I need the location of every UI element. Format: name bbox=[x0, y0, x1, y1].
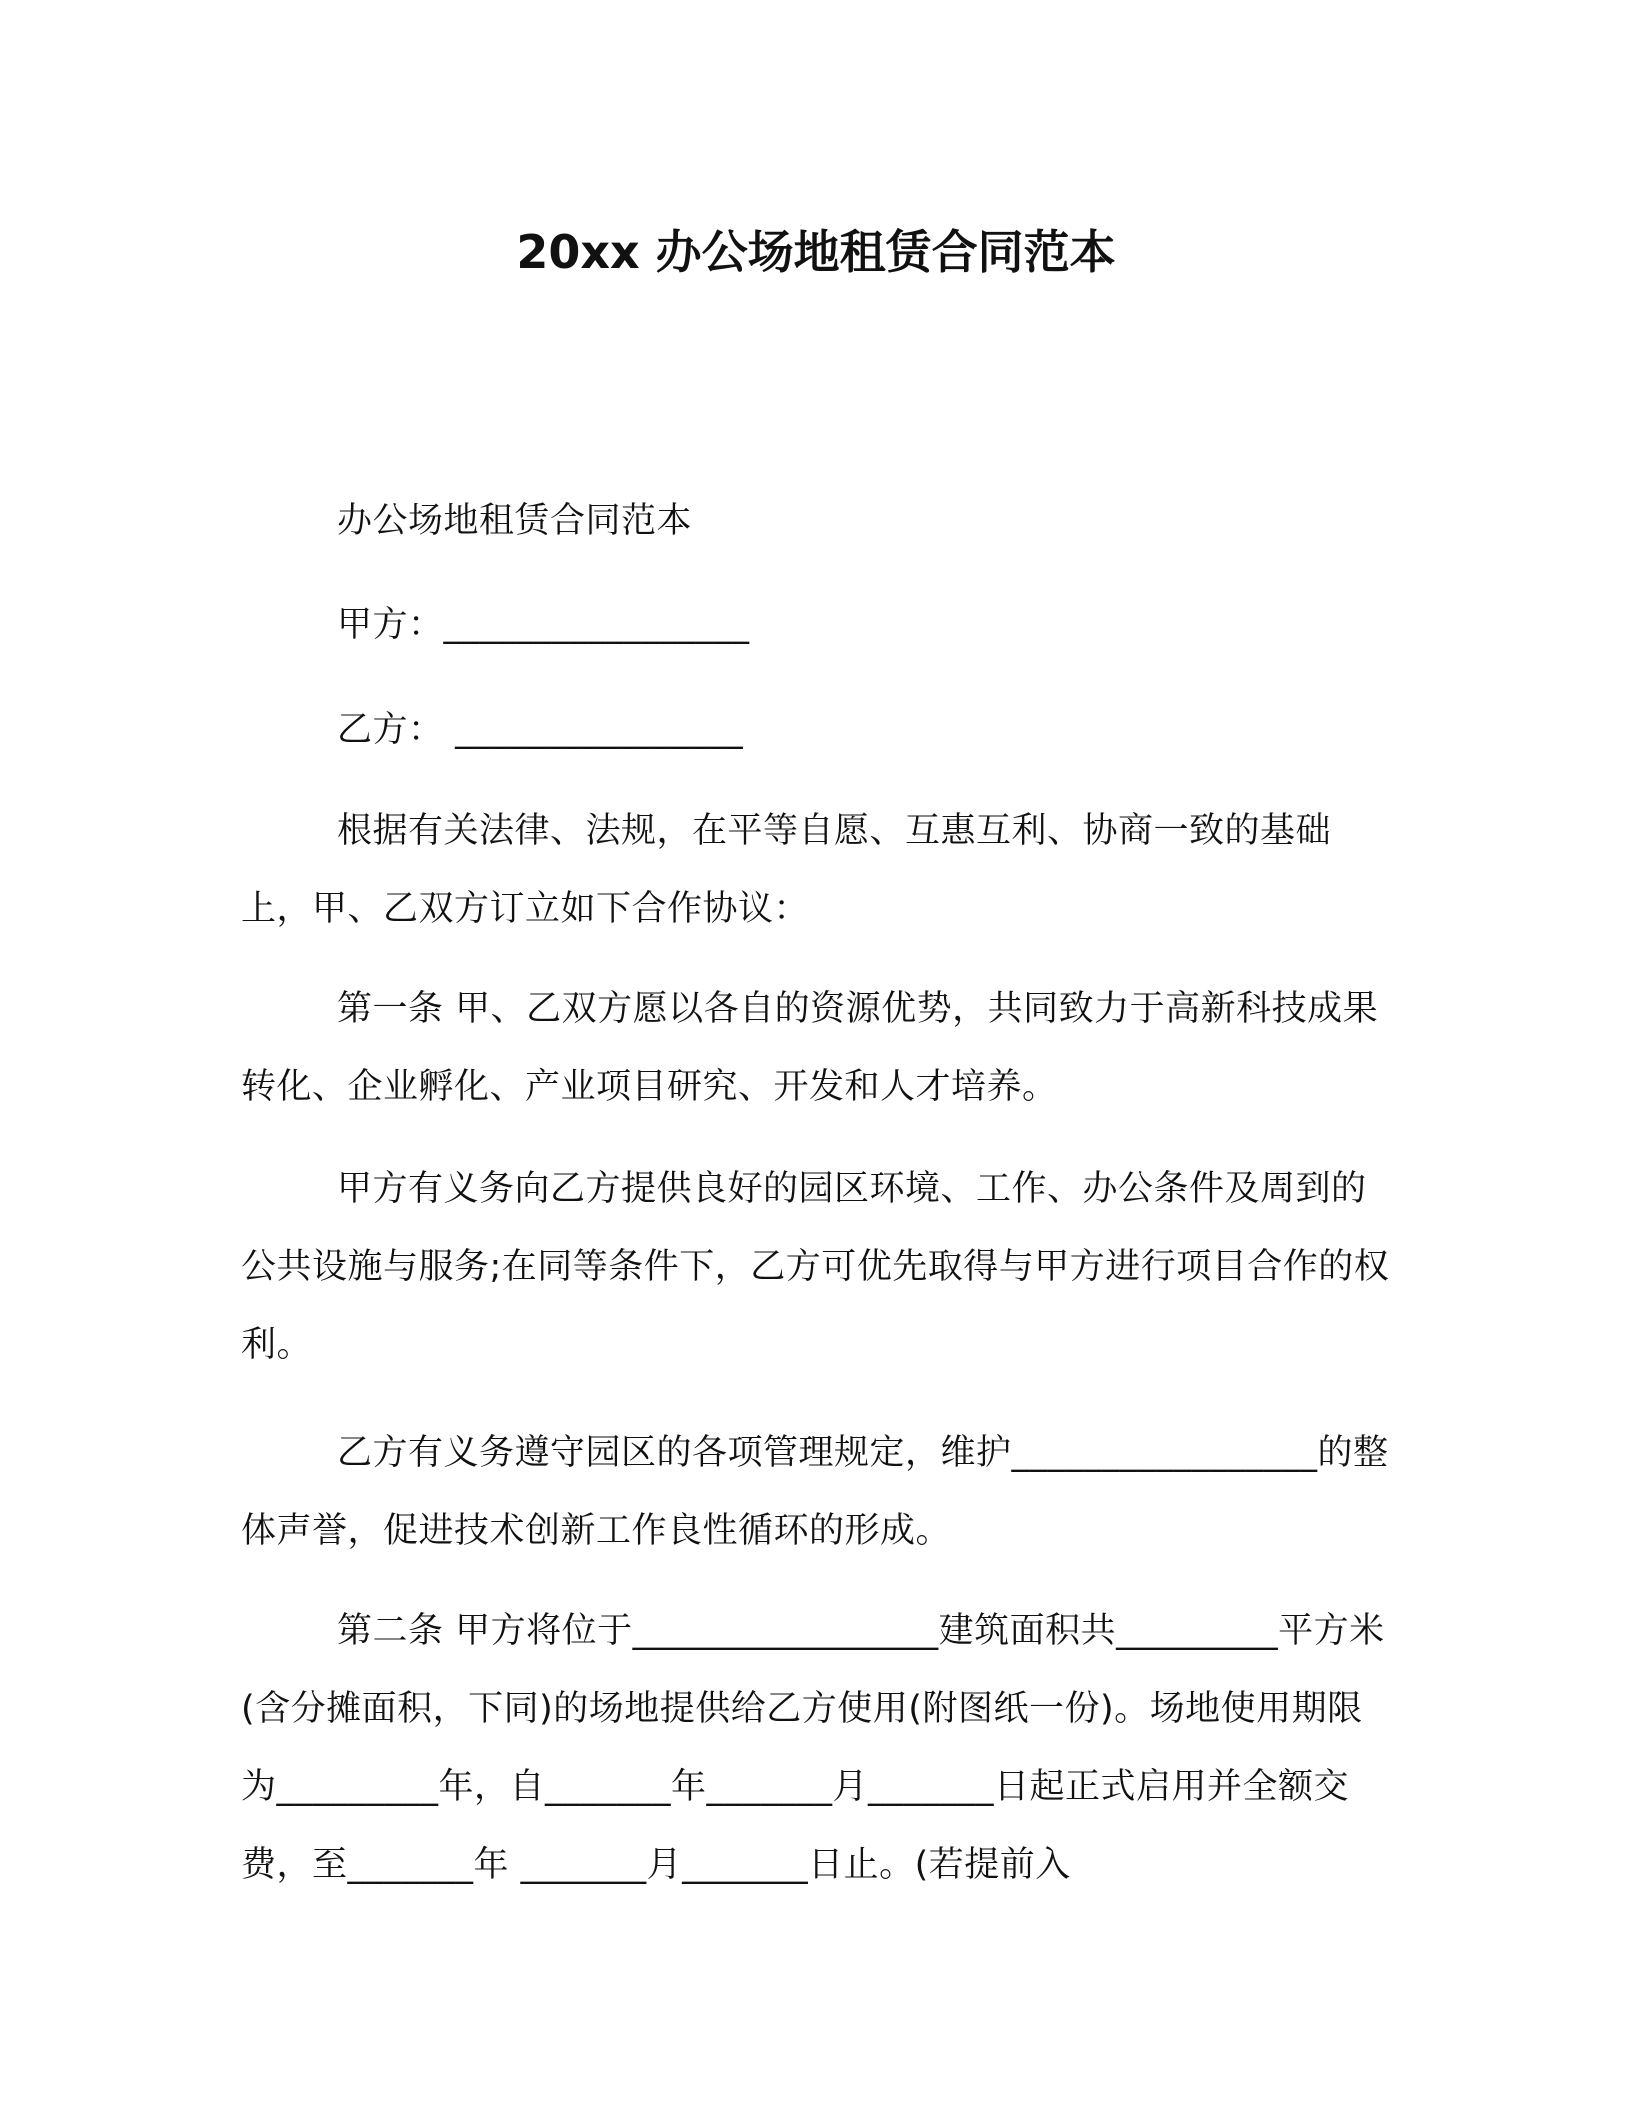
paragraph-text: 第二条 甲方将位于_________________建筑面积共_________平方米(含分摊面积，下同)的场地提供给乙方使用(附图纸一份)。场地使用期限为_________年，自_______年_______月_______日起正式启用并全额交费，至_______年 _______月_______日止。(若提前入 bbox=[241, 1611, 1385, 1885]
paragraph-preamble bbox=[241, 792, 1391, 948]
document-title: 20xx 办公场地租赁合同范本 bbox=[516, 225, 1116, 279]
contract-heading: 办公场地租赁合同范本 bbox=[337, 501, 693, 541]
paragraph-text: 甲方有义务向乙方提供良好的园区环境、工作、办公条件及周到的公共设施与服务;在同等条件下，乙方可优先取得与甲方进行项目合作的权利。 bbox=[241, 1169, 1390, 1365]
paragraph-text: 乙方有义务遵守园区的各项管理规定，维护_________________的整体声誉，促进技术创新工作良性循环的形成。 bbox=[241, 1433, 1389, 1551]
paragraph-text: 根据有关法律、法规，在平等自愿、互惠互利、协商一致的基础上，甲、乙双方订立如下合作协议： bbox=[241, 811, 1332, 929]
paragraph-party-a-duties bbox=[241, 1150, 1391, 1384]
paragraph-party-b-duties bbox=[241, 1414, 1391, 1570]
paragraph-article-1 bbox=[241, 970, 1391, 1126]
party-b-line: 乙方： ________________ bbox=[337, 710, 744, 750]
party-a-line: 甲方：_________________ bbox=[337, 605, 750, 645]
paragraph-article-2 bbox=[241, 1592, 1391, 1904]
paragraph-text: 第一条 甲、乙双方愿以各自的资源优势，共同致力于高新科技成果转化、企业孵化、产业项目研究、开发和人才培养。 bbox=[241, 989, 1379, 1107]
